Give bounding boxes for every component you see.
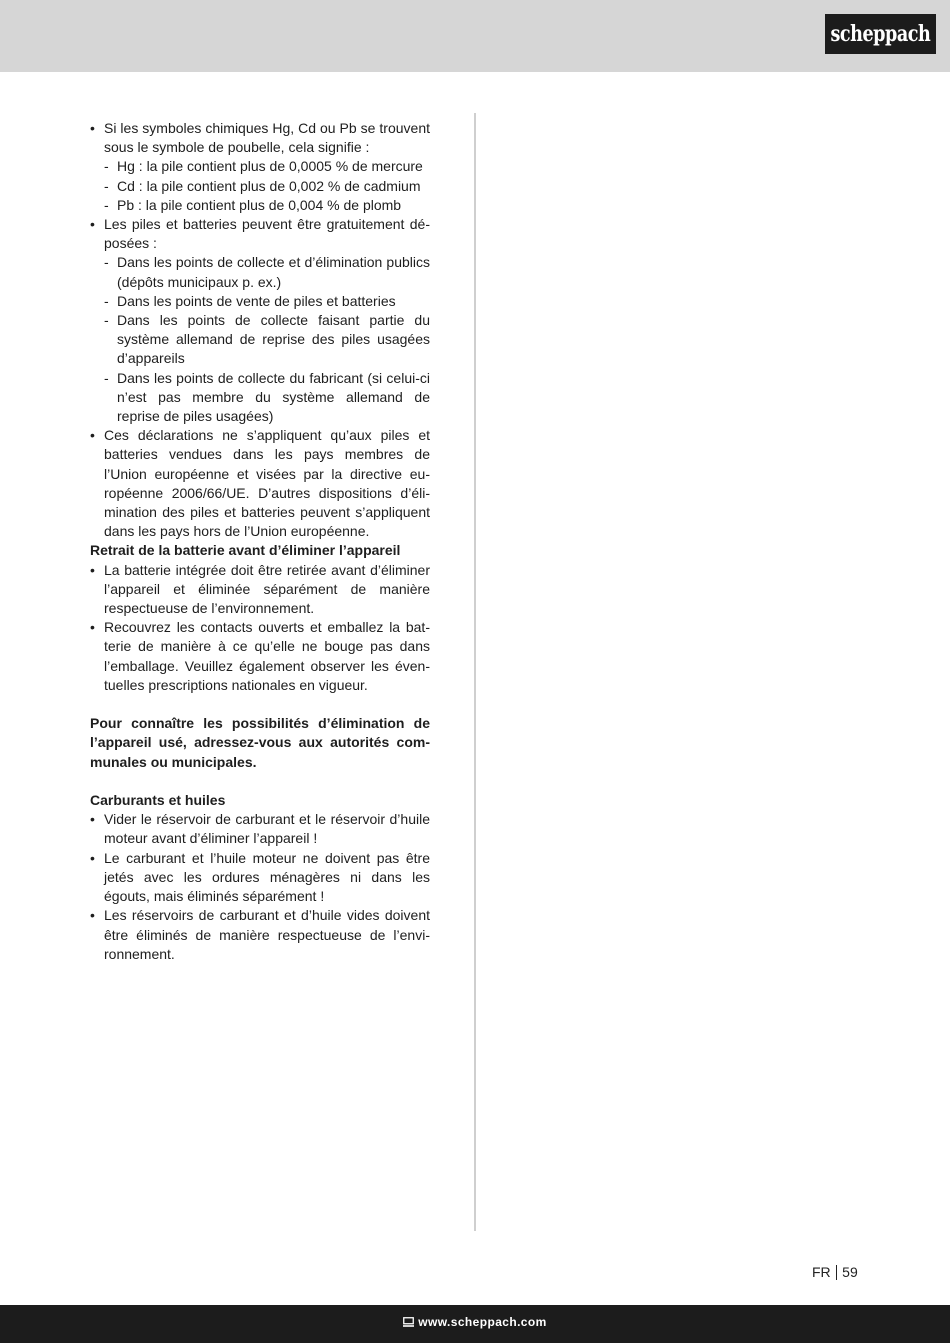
bold-heading: Carburants et huiles	[90, 792, 226, 809]
scheppach-logo	[825, 14, 936, 54]
bold-heading: Retrait de la batterie avant d’éliminer l’appareil	[90, 542, 401, 559]
bullet-item: • Les piles et batteries peuvent être gratuitement déposées :	[90, 215, 430, 253]
page-number-separator	[836, 1265, 838, 1280]
bullet-item: • La batterie intégrée doit être retirée avant d’éliminer l’appareil et éliminée séparément de manière respectueuse de l’environnement.	[90, 561, 430, 619]
bullet-item: • Si les symboles chimiques Hg, Cd ou Pb se trouvent sous le symbole de poubelle, cela signifie :	[90, 119, 430, 157]
dash-subitem: - Dans les points de vente de piles et batteries	[90, 292, 430, 311]
logo-text: scheppach	[830, 21, 931, 47]
dash-subitem: - Dans les points de collecte et d’élimination publics (dépôts municipaux p. ex.)	[90, 253, 430, 291]
page-number-value: 59	[842, 1264, 858, 1280]
bullet-item: • Vider le réservoir de carburant et le réservoir d’huile moteur avant d’éliminer l’appareil !	[90, 810, 430, 848]
bullet-item: • Ces déclarations ne s’appliquent qu’aux piles et batteries vendues dans les pays membres de l’Union européenne et visées par la directive européenne 2006/66/UE. D’autres dispositions d’élimination des piles et batteries peuvent s’appliquent dans les pays hors de l’Union européenne.	[90, 426, 430, 541]
footer-url[interactable]	[0, 1315, 950, 1329]
page-number	[812, 1264, 858, 1280]
dash-subitem: - Dans les points de collecte faisant partie du système allemand de reprise des piles usagées d’appareils	[90, 311, 430, 369]
dash-subitem: - Dans les points de collecte du fabricant (si celui-ci n’est pas membre du système allemand de reprise de piles usagées)	[90, 369, 430, 427]
paragraph-gap	[90, 772, 430, 791]
dash-subitem: - Cd : la pile contient plus de 0,002 % de cadmium	[90, 177, 430, 196]
bullet-item: • Recouvrez les contacts ouverts et emballez la batterie de manière à ce qu’elle ne bouge pas dans l’emballage. Veuillez également observer les éventuelles prescriptions nationales en vigueur.	[90, 618, 430, 695]
header-band	[0, 0, 950, 72]
language-code: FR	[812, 1264, 831, 1280]
bullet-item: • Le carburant et l’huile moteur ne doivent pas être jetés avec les ordures ménagères ni dans les égouts, mais éliminés séparément !	[90, 849, 430, 907]
paragraph-gap	[90, 695, 430, 714]
bold-heading: Pour connaître les possibilités d’élimination de l’appareil usé, adressez-vous aux autorités communales ou municipales.	[90, 715, 430, 770]
footer-url-text: www.scheppach.com	[418, 1315, 547, 1329]
dash-subitem: - Pb : la pile contient plus de 0,004 % de plomb	[90, 196, 430, 215]
dash-subitem: - Hg : la pile contient plus de 0,0005 % de mercure	[90, 157, 430, 176]
monitor-icon	[403, 1317, 414, 1327]
column-divider	[474, 113, 476, 1231]
left-column-text	[90, 119, 430, 964]
bullet-item: • Les réservoirs de carburant et d’huile vides doivent être éliminés de manière respectueuse de l’environnement.	[90, 906, 430, 964]
